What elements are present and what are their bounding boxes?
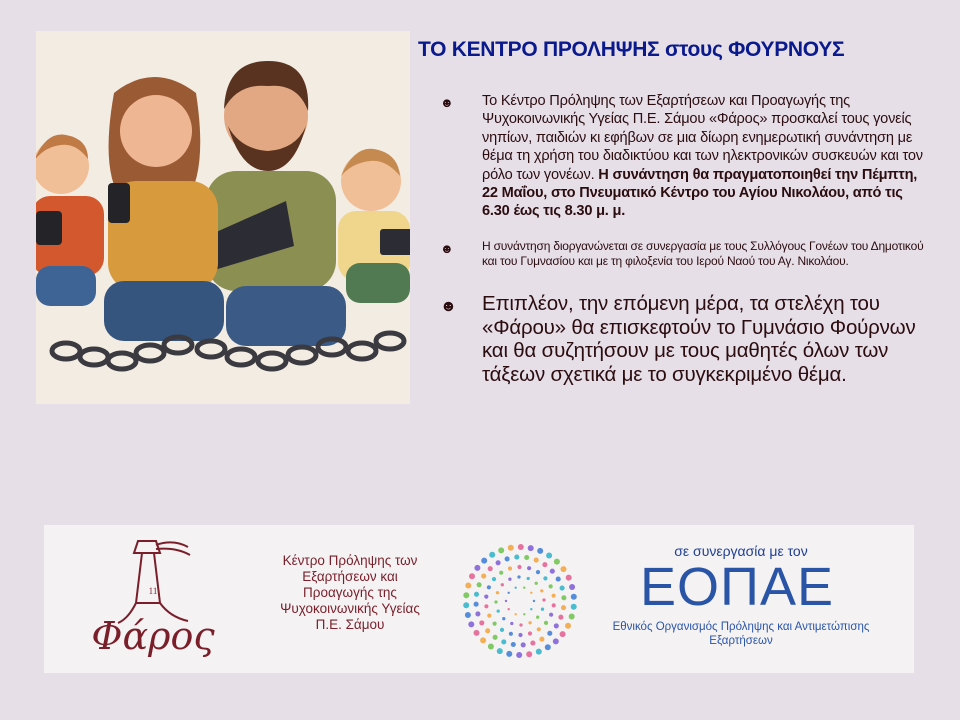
bullet-invitation-text: Το Κέντρο Πρόληψης των Εξαρτήσεων και Προαγωγής της Ψυχοκοινωνικής Υγείας Π.Ε. Σάμου «Φάρος» προσκαλεί τους γονείς νηπίων, παιδιών κι εφήβων σε μια δίωρη ενημερωτική συνάντηση με θέμα τη χρήση του διαδικτύου και των ηλεκτρονικών συσκευών και τον ρόλο των γονέων. [482,93,923,183]
bullet-smiley-icon: ☻ [440,240,454,256]
bullet-list [440,92,930,386]
faros-lighthouse-logo [58,531,248,667]
bullet-school-visit-text: Επιπλέον, την επόμενη μέρα, τα στελέχη του «Φάρου» θα επισκεφτούν το Γυμνάσιο Φούρνων και θα συζητήσουν με τους μαθητές όλων των τάξεων σχετικά με το συγκεκριμένο θέμα. [482,292,916,386]
bullet-smiley-icon: ☻ [440,95,454,110]
bullet-smiley-icon: ☻ [440,298,457,316]
bullet-collaboration-text: Η συνάντηση διοργανώνεται σε συνεργασία με τους Συλλόγους Γονέων του Δημοτικού και του Γυμνασίου και με τη φιλοξενία του Ιερού Ναού του Αγ. Νικολάου. [482,238,924,269]
bullet-collaboration [440,239,930,270]
page-title: ΤΟ ΚΕΝΤΡΟ ΠΡΟΛΗΨΗΣ στους ΦΟΥΡΝΟΥΣ [418,38,845,61]
faros-logo-wordmark: Φάρος [91,614,215,658]
bullet-invitation [440,92,930,221]
child-right-figure [338,149,410,303]
eopae-acronym: ΕΟΠΑΕ [639,557,835,617]
family-devices-illustration [36,31,410,404]
footer-logos-banner [44,525,914,673]
faros-logo-number: 11 [148,586,158,596]
faros-org-name: Κέντρο Πρόληψης των Εξαρτήσεων και Προαγωγής της Ψυχοκοινωνικής Υγείας Π.Ε. Σάμου [280,553,420,632]
eopae-dotted-swirl-logo [462,543,578,659]
bullet-school-visit [440,292,930,386]
family-chained-to-devices-image [36,31,410,404]
bullet-invitation-details: Η συνάντηση θα πραγματοποιηθεί την Πέμπτη, 22 Μαΐου, στο Πνευματικό Κέντρο του Αγίου Νικολάου, από τις 6.30 έως τις 8.30 μ. μ. [482,166,918,220]
collaboration-label: σε συνεργασία με τον [674,543,808,559]
eopae-full-name: Εθνικός Οργανισμός Πρόληψης και Αντιμετώπισης Εξαρτήσεων [612,621,870,647]
